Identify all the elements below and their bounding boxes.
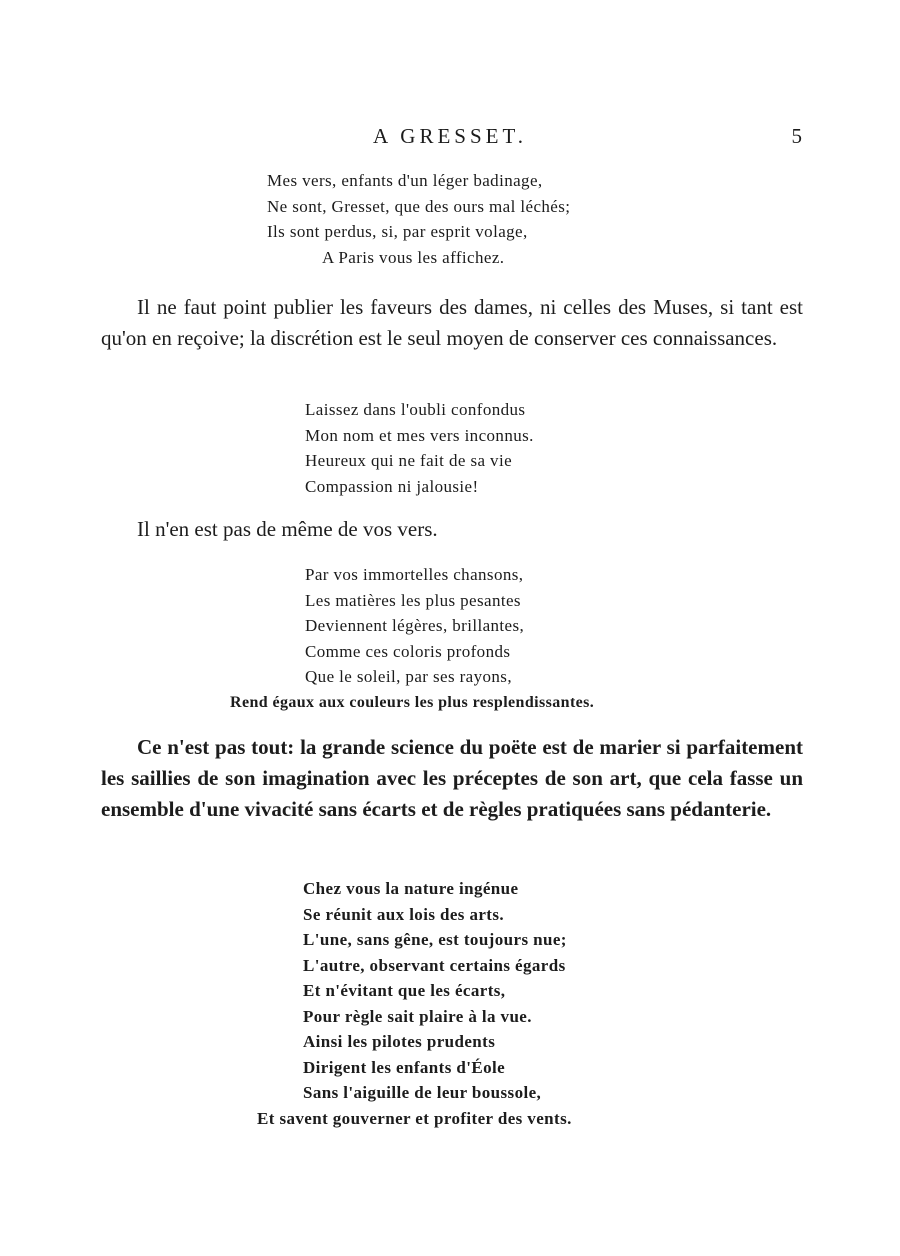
verse-stanza-1 xyxy=(267,168,570,270)
verse-line: Rend égaux aux couleurs les plus resplendissantes. xyxy=(230,693,595,711)
running-head xyxy=(0,122,900,152)
verse-line: Sans l'aiguille de leur boussole, xyxy=(303,1083,542,1102)
verse-line: Heureux qui ne fait de sa vie xyxy=(305,451,513,470)
verse-line: Laissez dans l'oubli confondus xyxy=(305,400,526,419)
verse-line: Mes vers, enfants d'un léger badinage, xyxy=(267,171,543,190)
verse-line: Dirigent les enfants d'Éole xyxy=(303,1057,506,1077)
verse-stanza-2 xyxy=(305,397,534,499)
verse-line: L'autre, observant certains égards xyxy=(303,955,566,975)
verse-line: Par vos immortelles chansons, xyxy=(305,565,524,584)
verse-line: Ainsi les pilotes prudents xyxy=(303,1032,496,1051)
verse-line: L'une, sans gêne, est toujours nue; xyxy=(303,930,567,949)
paragraph-text: Il n'en est pas de même de vos vers. xyxy=(137,517,438,541)
prose-paragraph-2 xyxy=(101,514,803,545)
verse-line: Pour règle sait plaire à la vue. xyxy=(303,1006,532,1026)
paragraph-text: Ce n'est pas tout: la grande science du poëte est de marier si parfaitement les saillies de son imagination avec les préceptes de son art, que cela fasse un ensemble d'une vivacité sans écarts et de règles pratiquées sans pédanterie. xyxy=(101,735,803,821)
verse-line: Les matières les plus pesantes xyxy=(305,590,521,610)
prose-paragraph-1 xyxy=(101,292,803,354)
verse-line: A Paris vous les affichez. xyxy=(322,247,505,267)
verse-line: Et n'évitant que les écarts, xyxy=(303,981,506,1000)
verse-line: Compassion ni jalousie! xyxy=(305,476,479,496)
prose-paragraph-3 xyxy=(101,732,803,825)
page-number: 5 xyxy=(791,124,802,148)
verse-line: Mon nom et mes vers inconnus. xyxy=(305,425,534,445)
verse-line: Chez vous la nature ingénue xyxy=(303,879,519,898)
verse-line: Et savent gouverner et profiter des vents. xyxy=(257,1108,572,1128)
verse-line: Ils sont perdus, si, par esprit volage, xyxy=(267,222,528,241)
verse-line: Comme ces coloris profonds xyxy=(305,641,511,661)
verse-stanza-3 xyxy=(230,562,594,715)
paragraph-text: Il ne faut point publier les faveurs des dames, ni celles des Muses, si tant est qu'on en reçoive; la discrétion est le seul moyen de conserver ces connaissances. xyxy=(101,295,803,350)
verse-line: Ne sont, Gresset, que des ours mal léchés; xyxy=(267,196,571,216)
running-title: A GRESSET. xyxy=(373,124,527,148)
verse-line: Que le soleil, par ses rayons, xyxy=(305,667,512,686)
verse-stanza-4 xyxy=(257,876,572,1131)
verse-line: Se réunit aux lois des arts. xyxy=(303,904,505,924)
verse-line: Deviennent légères, brillantes, xyxy=(305,616,525,635)
